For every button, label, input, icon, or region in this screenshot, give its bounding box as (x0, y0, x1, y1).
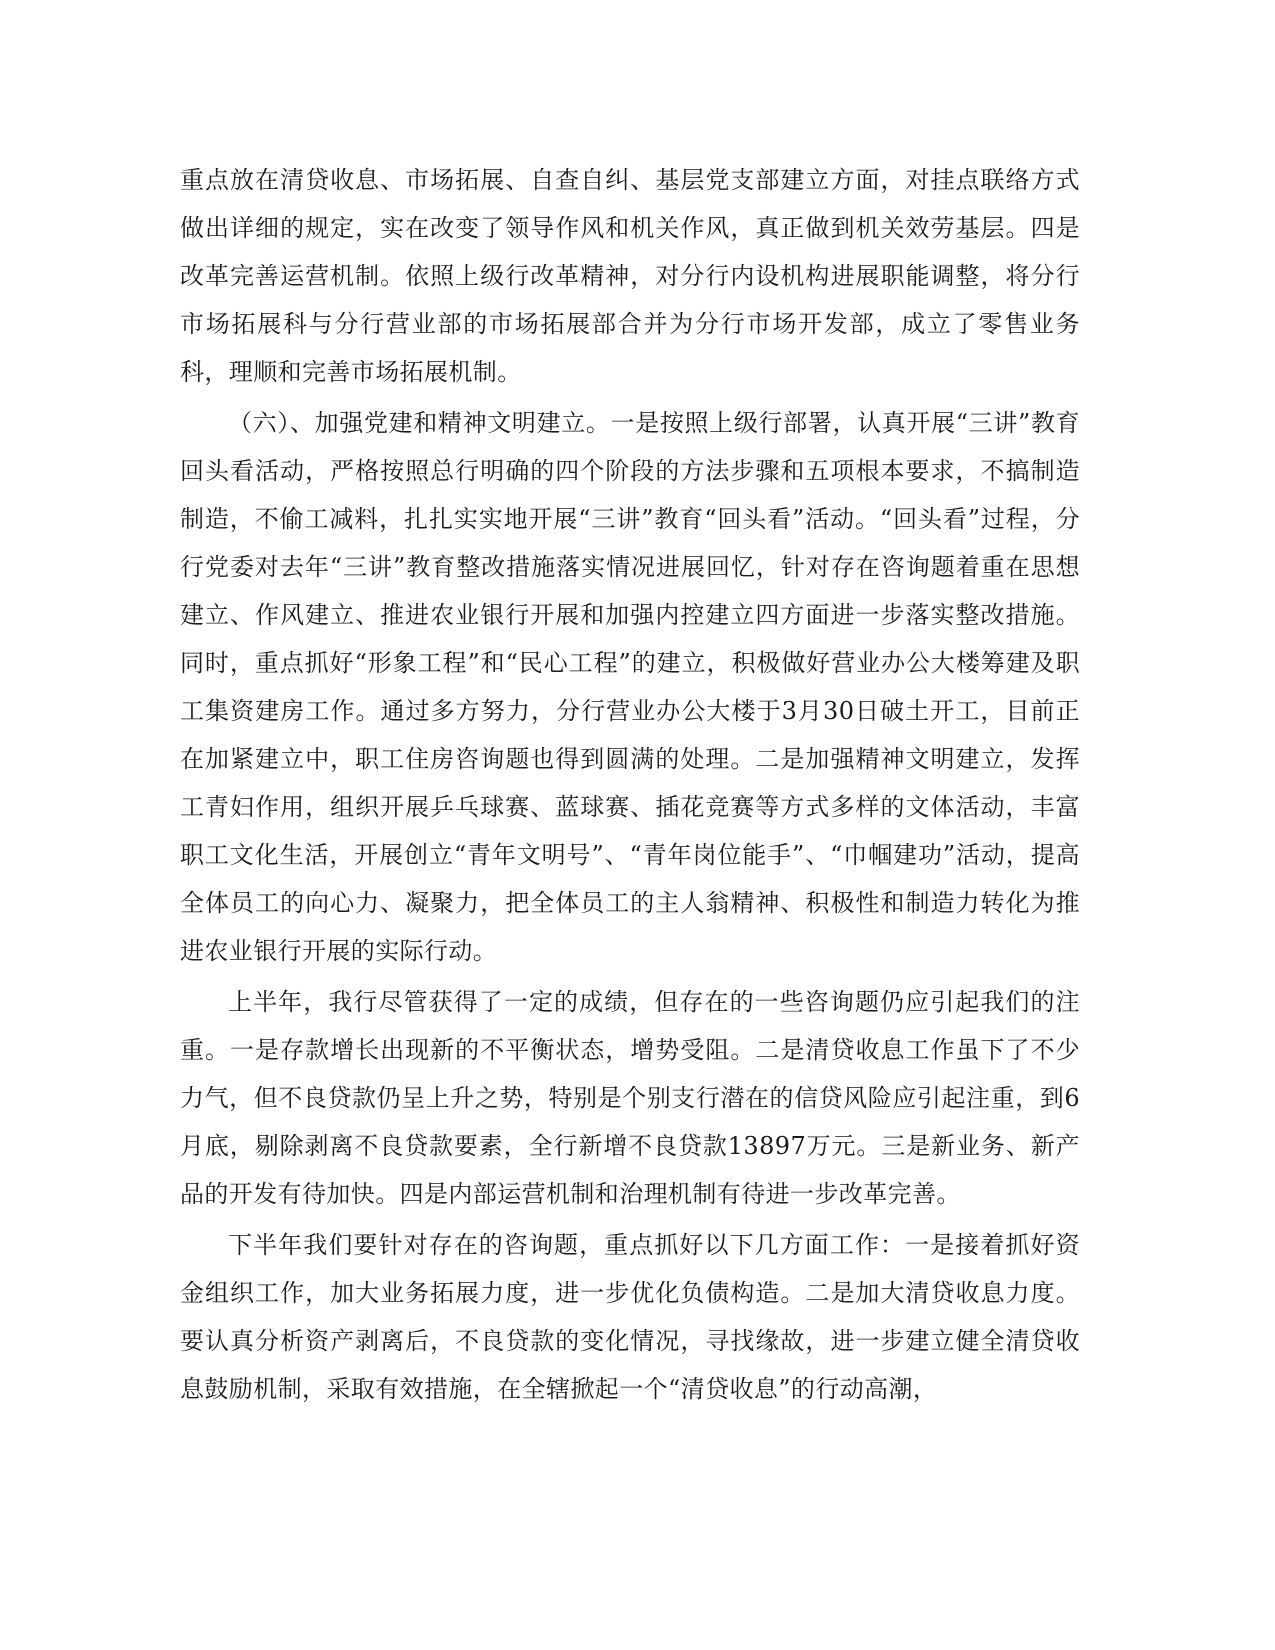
paragraph-first-half-issues: 上半年，我行尽管获得了一定的成绩，但存在的一些咨询题仍应引起我们的注重。一是存款增长出现新的不平衡状态，增势受阻。二是清贷收息工作虽下了不少力气，但不良贷款仍呈上升之势，特别是个别支行潜在的信贷风险应引起注重，到6月底，剔除剥离不良贷款要素，全行新增不良贷款13897万元。三是新业务、新产品的开发有待加快。四是内部运营机制和治理机制有待进一步改革完善。 (180, 988, 1080, 1208)
paragraph-party-building: （六）、加强党建和精神文明建立。一是按照上级行部署，认真开展“三讲”教育回头看活动，严格按照总行明确的四个阶段的方法步骤和五项根本要求，不搞制造制造，不偷工减料，扎扎实实地开展“三讲”教育“回头看”活动。“回头看”过程，分行党委对去年“三讲”教育整改措施落实情况进展回忆，针对存在咨询题着重在思想建立、作风建立、推进农业银行开展和加强内控建立四方面进一步落实整改措施。同时，重点抓好“形象工程”和“民心工程”的建立，积极做好营业办公大楼筹建及职工集资建房工作。通过多方努力，分行营业办公大楼于3月30日破土开工，目前正在加紧建立中，职工住房咨询题也得到圆满的处理。二是加强精神文明建立，发挥工青妇作用，组织开展乒乓球赛、蓝球赛、插花竞赛等方式多样的文体活动，丰富职工文化生活，开展创立“青年文明号”、“青年岗位能手”、“巾帼建功”活动，提高全体员工的向心力、凝聚力，把全体员工的主人翁精神、积极性和制造力转化为推进农业银行开展的实际行动。 (180, 409, 1080, 965)
paragraph-second-half-plan: 下半年我们要针对存在的咨询题，重点抓好以下几方面工作：一是接着抓好资金组织工作，加大业务拓展力度，进一步优化负债构造。二是加大清贷收息力度。要认真分析资产剥离后，不良贷款的变化情况，寻找缘故，进一步建立健全清贷收息鼓励机制，采取有效措施，在全辖掀起一个“清贷收息”的行动高潮， (180, 1231, 1080, 1403)
paragraph-reform-mechanism: 重点放在清贷收息、市场拓展、自查自纠、基层党支部建立方面，对挂点联络方式做出详细的规定，实在改变了领导作风和机关作风，真正做到机关效劳基层。四是改革完善运营机制。依照上级行改革精神，对分行内设机构进展职能调整，将分行市场拓展科与分行营业部的市场拓展部合并为分行市场开发部，成立了零售业务科，理顺和完善市场拓展机制。 (180, 166, 1080, 386)
document-page (180, 156, 1080, 1596)
